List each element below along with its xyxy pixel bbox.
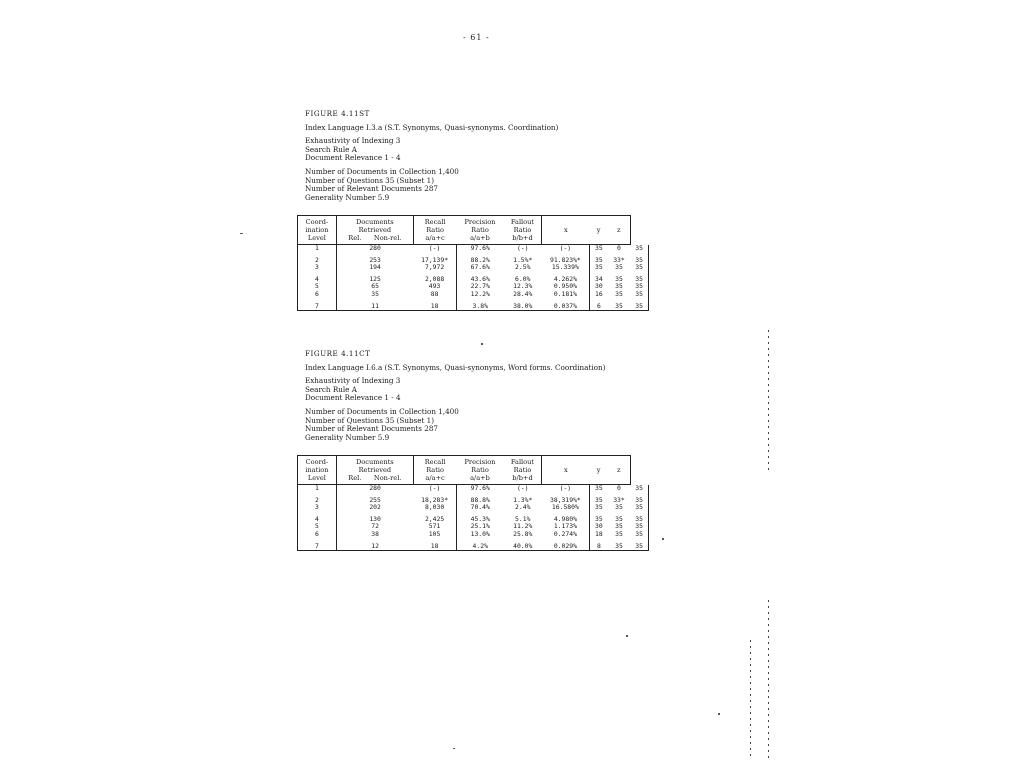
cell-fallout: 16.580% <box>542 504 590 512</box>
num-relevant: Number of Relevant Documents 287 <box>305 184 438 194</box>
scan-speck <box>453 748 455 749</box>
cell-z: 35 <box>630 504 648 512</box>
search-rule: Search Rule A <box>305 384 357 394</box>
cell-z: 35 <box>630 516 648 524</box>
cell-z: 35 <box>630 264 648 272</box>
col-precision: Precision Ratio a/a+b <box>456 456 503 485</box>
cell-y: 33* <box>613 495 625 504</box>
col-recall: Recall Ratio a/a+c <box>413 216 456 245</box>
cell-z: 35 <box>630 245 648 253</box>
num-questions: Number of Questions 35 (Subset 1) <box>305 415 435 425</box>
cell-x: 30 <box>595 282 603 291</box>
cell-x: 6 <box>590 303 608 311</box>
cell-z: 35 <box>630 291 648 299</box>
scan-speck <box>626 635 628 637</box>
cell-recall: 25.1% <box>470 522 490 531</box>
cell-fallout: (-) <box>542 485 590 493</box>
cell-rel: 255 <box>369 495 381 504</box>
cell-nonrel: 2,425 <box>413 516 456 524</box>
results-table <box>297 455 649 551</box>
cell-level: 7 <box>298 543 337 551</box>
cell-nonrel: 18 <box>413 543 456 551</box>
cell-z: 35 <box>630 257 648 265</box>
search-rule: Search Rule A <box>305 144 357 154</box>
cell-fallout: 38,319%* <box>542 497 590 505</box>
cell-recall: 88.2% <box>470 255 490 264</box>
cell-precision: 6.0% <box>515 274 531 283</box>
cell-level: 5 <box>298 523 337 531</box>
cell-precision: 2.5% <box>515 263 531 272</box>
figure-title: FIGURE 4.11ST <box>305 109 370 118</box>
cell-y: 35 <box>615 522 623 531</box>
col-coord: Coord- ination Level <box>298 456 337 485</box>
cell-recall: 88.8% <box>470 495 490 504</box>
cell-nonrel: 2,088 <box>413 276 456 284</box>
scan-artifact <box>750 640 751 760</box>
cell-precision: 5.1% <box>515 514 531 523</box>
results-table <box>297 215 649 311</box>
table-row <box>298 291 649 299</box>
cell-y: 0 <box>617 244 621 252</box>
figure-title: FIGURE 4.11CT <box>305 349 371 358</box>
cell-x: 8 <box>590 543 608 551</box>
cell-level: 3 <box>298 504 337 512</box>
cell-precision: 1.3%* <box>513 495 533 504</box>
cell-x: 34 <box>595 274 603 283</box>
cell-rel: 130 <box>369 514 381 523</box>
figure-2-header <box>305 350 605 442</box>
col-documents: Documents Retrieved Rel. Non-rel. <box>336 456 413 485</box>
col-z: z <box>608 456 630 485</box>
cell-rel: 35 <box>371 289 379 298</box>
cell-precision: 28.4% <box>513 289 533 298</box>
document-relevance: Document Relevance 1 - 4 <box>305 393 401 403</box>
cell-recall: 13.0% <box>470 529 490 538</box>
cell-level: 4 <box>298 276 337 284</box>
cell-fallout: 0.950% <box>542 283 590 291</box>
cell-rel: 38 <box>371 529 379 538</box>
cell-x: 35 <box>595 263 603 272</box>
cell-y: 35 <box>615 503 623 512</box>
cell-fallout: 91.823%* <box>542 257 590 265</box>
cell-rel: 253 <box>369 255 381 264</box>
cell-y: 35 <box>615 274 623 283</box>
cell-rel: 11 <box>336 303 413 311</box>
cell-fallout: (-) <box>542 245 590 253</box>
cell-y: 0 <box>617 484 621 492</box>
cell-y: 35 <box>615 289 623 298</box>
cell-fallout: 4.980% <box>542 516 590 524</box>
scan-speck <box>718 713 720 715</box>
table-body <box>298 485 649 551</box>
cell-nonrel: (-) <box>413 245 456 253</box>
table-row <box>298 303 649 311</box>
cell-y: 35 <box>615 282 623 291</box>
scan-artifact <box>768 330 769 470</box>
generality-number: Generality Number 5.9 <box>305 192 390 202</box>
col-y: y <box>590 216 608 245</box>
cell-z: 35 <box>630 303 648 311</box>
cell-rel: 12 <box>336 543 413 551</box>
table-row <box>298 543 649 551</box>
table-row <box>298 245 649 253</box>
cell-fallout: 0.037% <box>542 303 590 311</box>
col-documents: Documents Retrieved Rel. Non-rel. <box>336 216 413 245</box>
cell-x: 35 <box>595 495 603 504</box>
cell-recall: 97.6% <box>470 484 490 492</box>
cell-level: 2 <box>298 257 337 265</box>
figure-1-header <box>305 110 558 202</box>
cell-fallout: 4.262% <box>542 276 590 284</box>
cell-y: 35 <box>615 529 623 538</box>
cell-x: 30 <box>595 522 603 531</box>
cell-recall: 12.2% <box>470 289 490 298</box>
cell-y: 33* <box>613 255 625 264</box>
cell-y: 35 <box>608 543 630 551</box>
cell-precision: (-) <box>516 484 529 492</box>
cell-nonrel: 571 <box>413 523 456 531</box>
cell-z: 35 <box>630 283 648 291</box>
table-row <box>298 264 649 272</box>
cell-precision: 2.4% <box>515 503 531 512</box>
cell-z: 35 <box>630 485 648 493</box>
cell-precision: 40.0% <box>504 543 542 551</box>
cell-z: 35 <box>630 523 648 531</box>
cell-x: 16 <box>595 289 603 298</box>
cell-y: 35 <box>615 263 623 272</box>
cell-level: 5 <box>298 283 337 291</box>
page-number: - 61 - <box>463 33 490 42</box>
scan-speck <box>481 343 483 345</box>
table-row <box>298 485 649 493</box>
cell-precision: 1.5%* <box>513 255 533 264</box>
table-body <box>298 245 649 311</box>
cell-rel: 72 <box>371 522 379 531</box>
cell-precision: (-) <box>516 244 529 252</box>
cell-precision: 11.2% <box>513 522 533 531</box>
cell-x: 35 <box>595 255 603 264</box>
cell-fallout: 0.181% <box>542 291 590 299</box>
cell-recall: 3.8% <box>456 303 503 311</box>
cell-rel: 202 <box>369 503 381 512</box>
col-precision: Precision Ratio a/a+b <box>456 216 503 245</box>
cell-nonrel: 8,030 <box>413 504 456 512</box>
cell-z: 35 <box>630 497 648 505</box>
cell-level: 1 <box>298 485 337 493</box>
col-fallout: Fallout Ratio b/b+d <box>504 456 542 485</box>
cell-level: 7 <box>298 303 337 311</box>
cell-nonrel: 18,283* <box>413 497 456 505</box>
cell-level: 3 <box>298 264 337 272</box>
cell-recall: 70.4% <box>470 503 490 512</box>
cell-recall: 4.2% <box>456 543 503 551</box>
index-language: Index Language I.3.a (S.T. Synonyms, Quasi-synonyms. Coordination) <box>305 122 559 132</box>
col-y: y <box>590 456 608 485</box>
cell-nonrel: 17,139* <box>413 257 456 265</box>
cell-rel: 194 <box>369 263 381 272</box>
cell-precision: 38.0% <box>504 303 542 311</box>
col-recall: Recall Ratio a/a+c <box>413 456 456 485</box>
scan-speck <box>662 538 664 540</box>
num-documents: Number of Documents in Collection 1,400 <box>305 166 459 176</box>
cell-fallout: 15.339% <box>542 264 590 272</box>
exhaustivity: Exhaustivity of Indexing 3 <box>305 376 401 386</box>
cell-y: 35 <box>615 514 623 523</box>
scan-speck <box>240 233 243 234</box>
cell-rel: 65 <box>371 282 379 291</box>
table-row <box>298 531 649 539</box>
col-coord: Coord- ination Level <box>298 216 337 245</box>
cell-nonrel: (-) <box>413 485 456 493</box>
table-row <box>298 504 649 512</box>
cell-z: 35 <box>630 543 648 551</box>
document-relevance: Document Relevance 1 - 4 <box>305 153 401 163</box>
cell-y: 35 <box>608 303 630 311</box>
cell-recall: 22.7% <box>470 282 490 291</box>
cell-nonrel: 18 <box>413 303 456 311</box>
cell-fallout: 1.173% <box>542 523 590 531</box>
cell-level: 2 <box>298 497 337 505</box>
col-fallout: Fallout Ratio b/b+d <box>504 216 542 245</box>
cell-recall: 67.6% <box>470 263 490 272</box>
num-relevant: Number of Relevant Documents 287 <box>305 424 438 434</box>
cell-nonrel: 105 <box>413 531 456 539</box>
num-questions: Number of Questions 35 (Subset 1) <box>305 175 435 185</box>
index-language: Index Language I.6.a (S.T. Synonyms, Quasi-synonyms, Word forms. Coordination) <box>305 362 606 372</box>
cell-level: 1 <box>298 245 337 253</box>
cell-x: 35 <box>595 244 603 252</box>
cell-level: 4 <box>298 516 337 524</box>
cell-recall: 97.6% <box>470 244 490 252</box>
cell-recall: 45.3% <box>470 514 490 523</box>
cell-rel: 125 <box>369 274 381 283</box>
cell-level: 6 <box>298 531 337 539</box>
cell-z: 35 <box>630 531 648 539</box>
scan-artifact <box>768 600 769 760</box>
cell-fallout: 0.029% <box>542 543 590 551</box>
cell-x: 35 <box>595 503 603 512</box>
cell-recall: 43.6% <box>470 274 490 283</box>
cell-x: 18 <box>595 529 603 538</box>
num-documents: Number of Documents in Collection 1,400 <box>305 406 459 416</box>
cell-rel: 280 <box>369 484 381 492</box>
exhaustivity: Exhaustivity of Indexing 3 <box>305 136 401 146</box>
cell-precision: 25.8% <box>513 529 533 538</box>
col-x: x <box>542 456 590 485</box>
generality-number: Generality Number 5.9 <box>305 432 390 442</box>
cell-level: 6 <box>298 291 337 299</box>
cell-nonrel: 88 <box>413 291 456 299</box>
cell-x: 35 <box>595 484 603 492</box>
cell-rel: 280 <box>369 244 381 252</box>
col-z: z <box>608 216 630 245</box>
cell-x: 35 <box>595 514 603 523</box>
col-x: x <box>542 216 590 245</box>
cell-z: 35 <box>630 276 648 284</box>
cell-precision: 12.3% <box>513 282 533 291</box>
cell-fallout: 0.274% <box>542 531 590 539</box>
cell-nonrel: 493 <box>413 283 456 291</box>
cell-nonrel: 7,972 <box>413 264 456 272</box>
